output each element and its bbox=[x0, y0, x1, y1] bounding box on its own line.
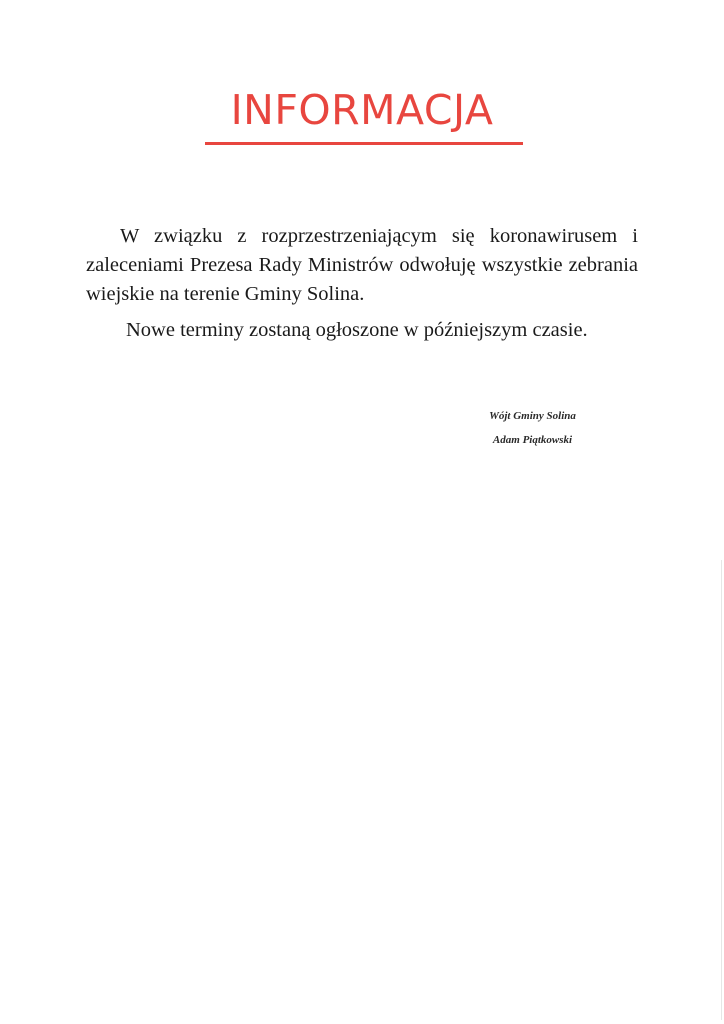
announcement-paragraph-1: W związku z rozprzestrzeniającym się koronawirusem i zaleceniami Prezesa Rady Ministrów odwołuję wszystkie zebrania wiejskie na terenie Gminy Solina. bbox=[86, 225, 638, 305]
signature-position: Wójt Gminy Solina bbox=[489, 410, 576, 422]
title-underline bbox=[205, 142, 523, 145]
announcement-body bbox=[86, 222, 638, 345]
announcement-paragraph-2: Nowe terminy zostaną ogłoszone w późniejszym czasie. bbox=[126, 319, 588, 341]
signature-block bbox=[460, 404, 605, 452]
signature-name: Adam Piątkowski bbox=[492, 434, 573, 446]
scan-edge-line bbox=[721, 560, 722, 1020]
page-title: INFORMACJA bbox=[230, 86, 494, 134]
